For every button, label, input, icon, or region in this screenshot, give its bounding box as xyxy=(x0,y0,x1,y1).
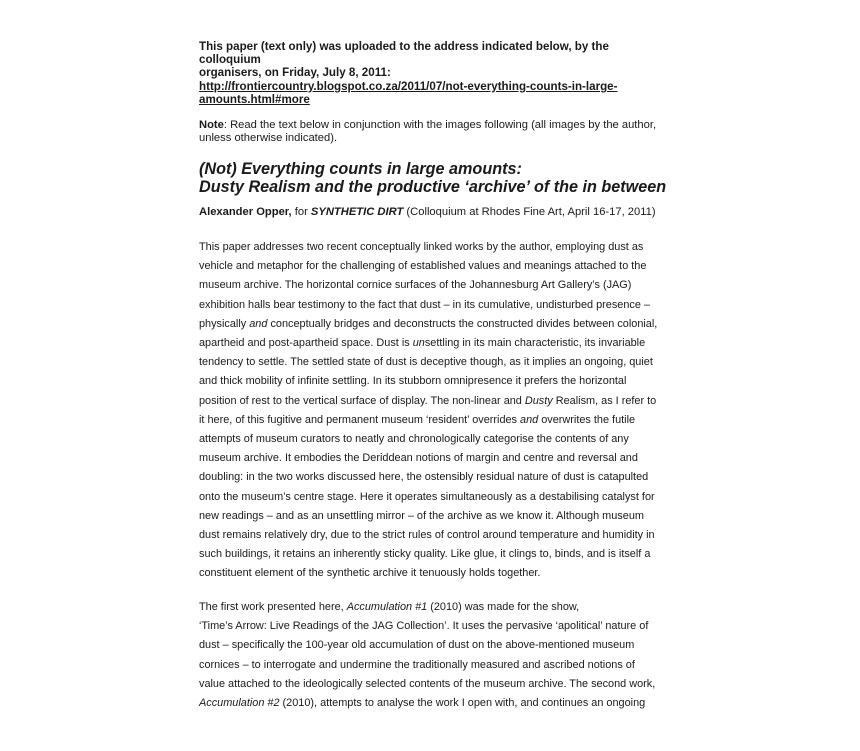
upload-notice-line: organisers, on Friday, July 8, 2011: xyxy=(199,66,391,79)
text-run: position of rest to the vertical surface of display. The non-linear and xyxy=(199,394,525,407)
text-line: constituent element of the synthetic archive it tenuously holds together. xyxy=(199,567,541,580)
reading-note xyxy=(199,119,669,145)
text-run: Realism, as I refer to xyxy=(552,394,657,407)
text-line xyxy=(199,392,679,411)
work-title: Accumulation #1 xyxy=(346,601,428,613)
emphasis: and xyxy=(249,317,268,330)
byline xyxy=(199,205,679,219)
source-url-line[interactable]: http://frontiercountry.blogspot.co.za/2011/07/not-everything-counts-in-large- xyxy=(199,80,618,93)
body-paragraph-1 xyxy=(199,238,679,584)
upload-notice-line: This paper (text only) was uploaded to the address indicated below, by the colloquium xyxy=(199,40,609,66)
text-run: The first work presented here, xyxy=(199,601,347,613)
text-run: (2010), attempts to analyse the work I open with, and continues an ongoing xyxy=(279,697,646,710)
emphasis: un xyxy=(412,337,425,350)
event-details: (Colloquium at Rhodes Fine Art, April 16-17, 2011) xyxy=(403,206,656,218)
text-line: attempts of museum curators to neatly and chronologically categorise the contents of any xyxy=(199,433,629,446)
text-run: physically xyxy=(199,317,250,330)
text-run: apartheid and post-apartheid space. Dust is xyxy=(199,337,413,350)
text-line xyxy=(199,694,679,713)
note-text: : Read the text below in conjunction with the images following (all images by the author, xyxy=(223,119,657,131)
paper-title xyxy=(199,160,669,196)
text-line: vehicle and metaphor for the challenging of established values and meanings attached to the xyxy=(199,260,647,273)
text-line: value attached to the ideologically selected contents of the museum archive. The second work, xyxy=(199,677,656,690)
text-line: dust remains relatively dry, due to the strict rules of control around temperature and humidity in xyxy=(199,529,655,542)
author-name: Alexander Opper, xyxy=(199,206,292,218)
reading-note-line xyxy=(199,119,669,132)
text-line xyxy=(199,334,679,353)
text-run: overwrites the futile xyxy=(538,413,636,426)
text-line: tendency to settle. The settled state of dust is deceptive though, as it implies an ongoing, quiet xyxy=(199,356,653,369)
text-line: ‘Time’s Arrow: Live Readings of the JAG Collection’. It uses the pervasive ‘apolitical’ nature of xyxy=(199,620,649,633)
text-line: dust – specifically the 100-year old accumulation of dust on the above-mentioned museum xyxy=(199,639,635,652)
text-line xyxy=(199,411,679,430)
byline-for: for xyxy=(291,206,311,218)
text-line: onto the museum’s centre stage. Here it operates simultaneously as a destabilising catalyst for xyxy=(199,490,655,503)
text-line: new readings – and as an unsettling mirror – of the archive as we know it. Although museum xyxy=(199,509,644,522)
text-line xyxy=(199,598,679,617)
text-line: doubling: in the two works discussed here, the ostensibly residual nature of dust is catapulted xyxy=(199,471,649,484)
text-line: museum archive. The horizontal cornice surfaces of the Johannesburg Art Gallery’s (JAG) xyxy=(199,279,632,292)
paper-title-line: Dusty Realism and the productive ‘archive’ of the in between xyxy=(199,178,667,196)
text-line: and thick mobility of infinite settling. In its stubborn omnipresence it prefers the horizontal xyxy=(199,375,627,388)
text-line: This paper addresses two recent conceptually linked works by the author, employing dust as xyxy=(199,241,644,253)
text-line xyxy=(199,315,679,334)
text-line: cornices – to interrogate and undermine the traditionally measured and ascribed notions of xyxy=(199,658,635,671)
text-run: (2010) was made for the show, xyxy=(427,601,580,613)
emphasis: and xyxy=(520,413,539,426)
body-paragraph-2 xyxy=(199,598,679,713)
reading-note-line: unless otherwise indicated). xyxy=(199,132,338,144)
event-name: SYNTHETIC DIRT xyxy=(310,206,404,218)
source-url-link[interactable] xyxy=(199,80,669,106)
text-run: conceptually bridges and deconstructs the constructed divides between colonial, xyxy=(267,317,658,330)
text-run: settling in its main characteristic, its invariable xyxy=(424,337,646,350)
emphasis: Dusty xyxy=(524,394,553,407)
paper-title-line: (Not) Everything counts in large amounts: xyxy=(199,160,522,178)
text-line: exhibition halls bear testimony to the fact that dust – in its cumulative, undisturbed presence – xyxy=(199,298,651,311)
source-url-line[interactable]: amounts.html#more xyxy=(199,93,310,106)
note-label: Note xyxy=(199,119,224,131)
work-title: Accumulation #2 xyxy=(199,697,280,710)
text-line: such buildings, it retains an inherently sticky quality. Like glue, it clings to, binds, and is itself a xyxy=(199,548,651,561)
upload-notice xyxy=(199,40,669,79)
text-line: museum archive. It embodies the Deriddean notions of margin and centre and reversal and xyxy=(199,452,638,465)
text-run: it here, of this fugitive and permanent museum ‘resident’ overrides xyxy=(199,413,521,426)
